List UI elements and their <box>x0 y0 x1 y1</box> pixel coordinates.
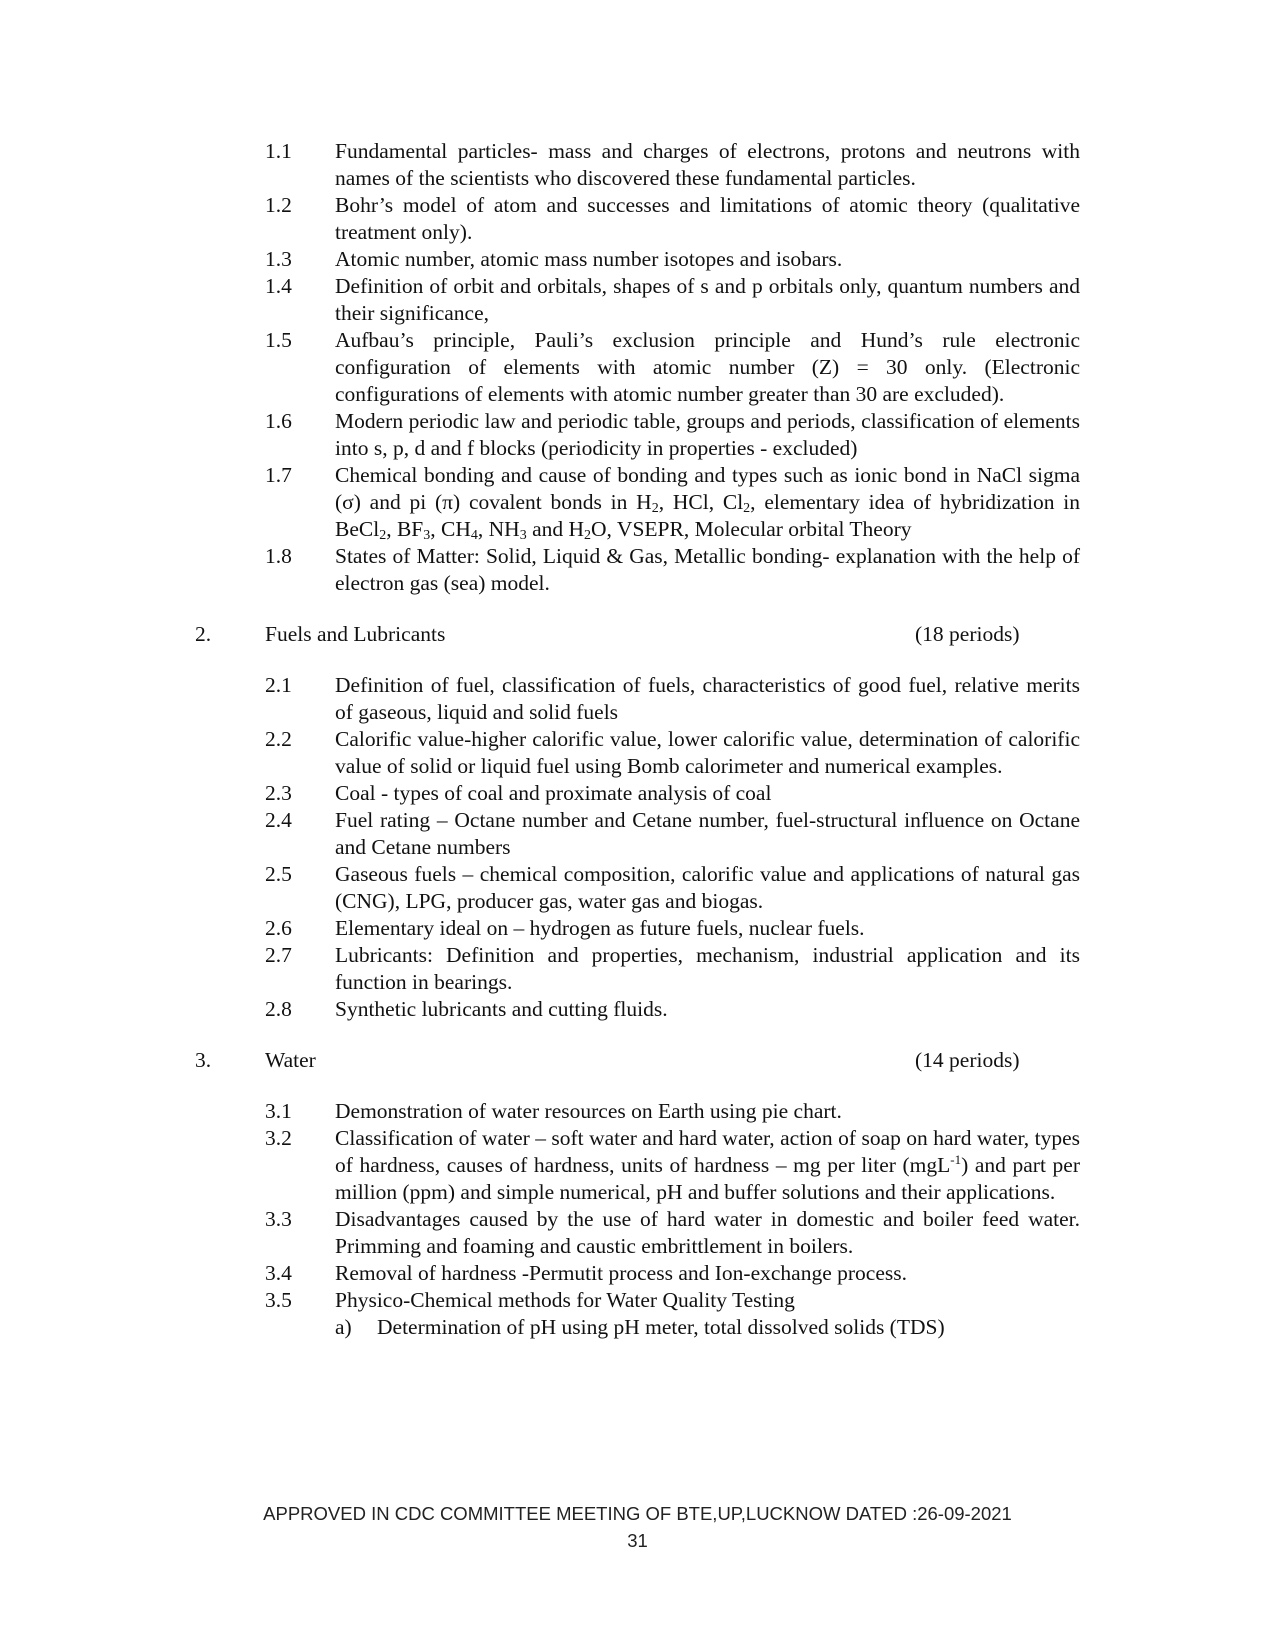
item-number: 2.3 <box>265 781 292 805</box>
item-text: Gaseous fuels – chemical composition, calorific value and applications of natural gas (CNG), LPG, producer gas, water gas and biogas. <box>335 862 1080 913</box>
item-number: 1.3 <box>265 247 292 271</box>
list-item <box>0 942 1275 996</box>
item-number: 3.3 <box>265 1207 292 1231</box>
item-number: 2.7 <box>265 943 292 967</box>
subscript: 2 <box>651 501 659 516</box>
item-text: Coal - types of coal and proximate analysis of coal <box>335 781 772 805</box>
text-run: , BF <box>386 517 424 541</box>
subscript: 3 <box>519 528 527 543</box>
section-3-list <box>0 1098 1275 1341</box>
list-item <box>0 1206 1275 1260</box>
item-number: 3.1 <box>265 1099 292 1123</box>
text-run: Classification of water – soft water and hard water, action of soap on hard water, types of hardness, causes of hardness, units of hardness – mg per liter (mgL <box>335 1126 1080 1177</box>
list-item <box>0 543 1275 597</box>
text-run: O, VSEPR, Molecular orbital Theory <box>591 517 912 541</box>
item-text: Physico-Chemical methods for Water Quality Testing <box>335 1288 795 1312</box>
subscript: 2 <box>743 501 751 516</box>
item-text-water-classification <box>335 1125 1080 1206</box>
section-number: 3. <box>195 1048 212 1072</box>
subscript: 3 <box>423 528 431 543</box>
item-number: 3.5 <box>265 1288 292 1312</box>
list-item <box>0 408 1275 462</box>
list-item <box>0 780 1275 807</box>
item-number: 3.4 <box>265 1261 292 1285</box>
item-text: Fundamental particles- mass and charges of electrons, protons and neutrons with names of the scientists who discovered these fundamental particles. <box>335 139 1080 190</box>
item-text: Removal of hardness -Permutit process and Ion-exchange process. <box>335 1261 907 1285</box>
list-item <box>0 861 1275 915</box>
text-run: , HCl, Cl <box>658 490 744 514</box>
item-text: Definition of fuel, classification of fuels, characteristics of good fuel, relative merits of gaseous, liquid and solid fuels <box>335 673 1080 724</box>
text-run: , CH <box>430 517 471 541</box>
section-title: Water <box>265 1048 316 1072</box>
item-text: Synthetic lubricants and cutting fluids. <box>335 997 668 1021</box>
item-text: Modern periodic law and periodic table, groups and periods, classification of elements into s, p, d and f blocks (periodicity in properties - excluded) <box>335 409 1080 460</box>
item-text: Fuel rating – Octane number and Cetane number, fuel-structural influence on Octane and Cetane numbers <box>335 808 1080 859</box>
item-number: 2.8 <box>265 997 292 1021</box>
item-number: 1.2 <box>265 193 292 217</box>
page-footer <box>0 1500 1275 1554</box>
item-number: 1.8 <box>265 544 292 568</box>
text-run: ) and part per million (ppm) and simple numerical, pH and buffer solutions and their applications. <box>335 1153 1080 1204</box>
item-number: 1.4 <box>265 274 292 298</box>
list-item <box>0 996 1275 1023</box>
item-text: Bohr’s model of atom and successes and limitations of atomic theory (qualitative treatment only). <box>335 193 1080 244</box>
item-number: 1.1 <box>265 139 292 163</box>
subscript: 2 <box>379 528 387 543</box>
item-number: 2.4 <box>265 808 292 832</box>
section-periods: (14 periods) <box>915 1048 1020 1072</box>
sub-list-item <box>335 1314 1275 1341</box>
item-text: Elementary ideal on – hydrogen as future fuels, nuclear fuels. <box>335 916 865 940</box>
section-periods: (18 periods) <box>915 622 1020 646</box>
list-item <box>0 192 1275 246</box>
list-item <box>0 807 1275 861</box>
sub-item-text: Determination of pH using pH meter, total dissolved solids (TDS) <box>377 1315 945 1339</box>
sub-item-label: a) <box>335 1315 352 1339</box>
item-text: Calorific value-higher calorific value, lower calorific value, determination of calorific value of solid or liquid fuel using Bomb calorimeter and numerical examples. <box>335 727 1080 778</box>
item-text-chemical-bonding <box>335 462 1080 543</box>
text-run: , NH <box>477 517 520 541</box>
superscript: -1 <box>950 1152 962 1167</box>
item-number: 1.5 <box>265 328 292 352</box>
section-2-list <box>0 672 1275 1023</box>
list-item <box>0 138 1275 192</box>
item-text: Lubricants: Definition and properties, mechanism, industrial application and its function in bearings. <box>335 943 1080 994</box>
item-text: Disadvantages caused by the use of hard water in domestic and boiler feed water. Primming and foaming and caustic embrittlement in boilers. <box>335 1207 1080 1258</box>
item-number: 1.7 <box>265 463 292 487</box>
list-item <box>0 1260 1275 1287</box>
section-1-list <box>0 138 1275 597</box>
text-run: Chemical bonding and cause of bonding and types such as ionic bond in NaCl sigma (σ) and pi (π) covalent bonds in H <box>335 463 1080 514</box>
list-item <box>0 1098 1275 1125</box>
list-item <box>0 726 1275 780</box>
list-item <box>0 327 1275 408</box>
item-number: 2.2 <box>265 727 292 751</box>
item-text: States of Matter: Solid, Liquid & Gas, Metallic bonding- explanation with the help of electron gas (sea) model. <box>335 544 1080 595</box>
list-item <box>0 915 1275 942</box>
list-item <box>0 672 1275 726</box>
list-item <box>0 246 1275 273</box>
item-number: 3.2 <box>265 1126 292 1150</box>
section-title: Fuels and Lubricants <box>265 622 446 646</box>
syllabus-content <box>0 138 1275 1341</box>
list-item <box>0 1125 1275 1206</box>
item-number: 2.1 <box>265 673 292 697</box>
section-heading-water <box>0 1047 1275 1074</box>
list-item <box>0 273 1275 327</box>
approval-note: APPROVED IN CDC COMMITTEE MEETING OF BTE,UP,LUCKNOW DATED :26-09-2021 <box>263 1503 1012 1524</box>
subscript: 4 <box>470 528 478 543</box>
section-number: 2. <box>195 622 212 646</box>
subscript: 2 <box>584 528 592 543</box>
page-number: 31 <box>627 1530 648 1551</box>
item-number: 2.5 <box>265 862 292 886</box>
item-text: Definition of orbit and orbitals, shapes of s and p orbitals only, quantum numbers and their significance, <box>335 274 1080 325</box>
item-number: 1.6 <box>265 409 292 433</box>
section-heading-fuels <box>0 621 1275 648</box>
text-run: and H <box>526 517 585 541</box>
list-item <box>0 1287 1275 1314</box>
item-number: 2.6 <box>265 916 292 940</box>
item-text: Demonstration of water resources on Earth using pie chart. <box>335 1099 842 1123</box>
item-text: Atomic number, atomic mass number isotopes and isobars. <box>335 247 843 271</box>
item-text: Aufbau’s principle, Pauli’s exclusion principle and Hund’s rule electronic configuration of elements with atomic number (Z) = 30 only. (Electronic configurations of elements with atomic number greater than 30 are excluded). <box>335 328 1080 406</box>
text-run: , elementary idea of hybridization in BeCl <box>335 490 1080 541</box>
list-item <box>0 462 1275 543</box>
